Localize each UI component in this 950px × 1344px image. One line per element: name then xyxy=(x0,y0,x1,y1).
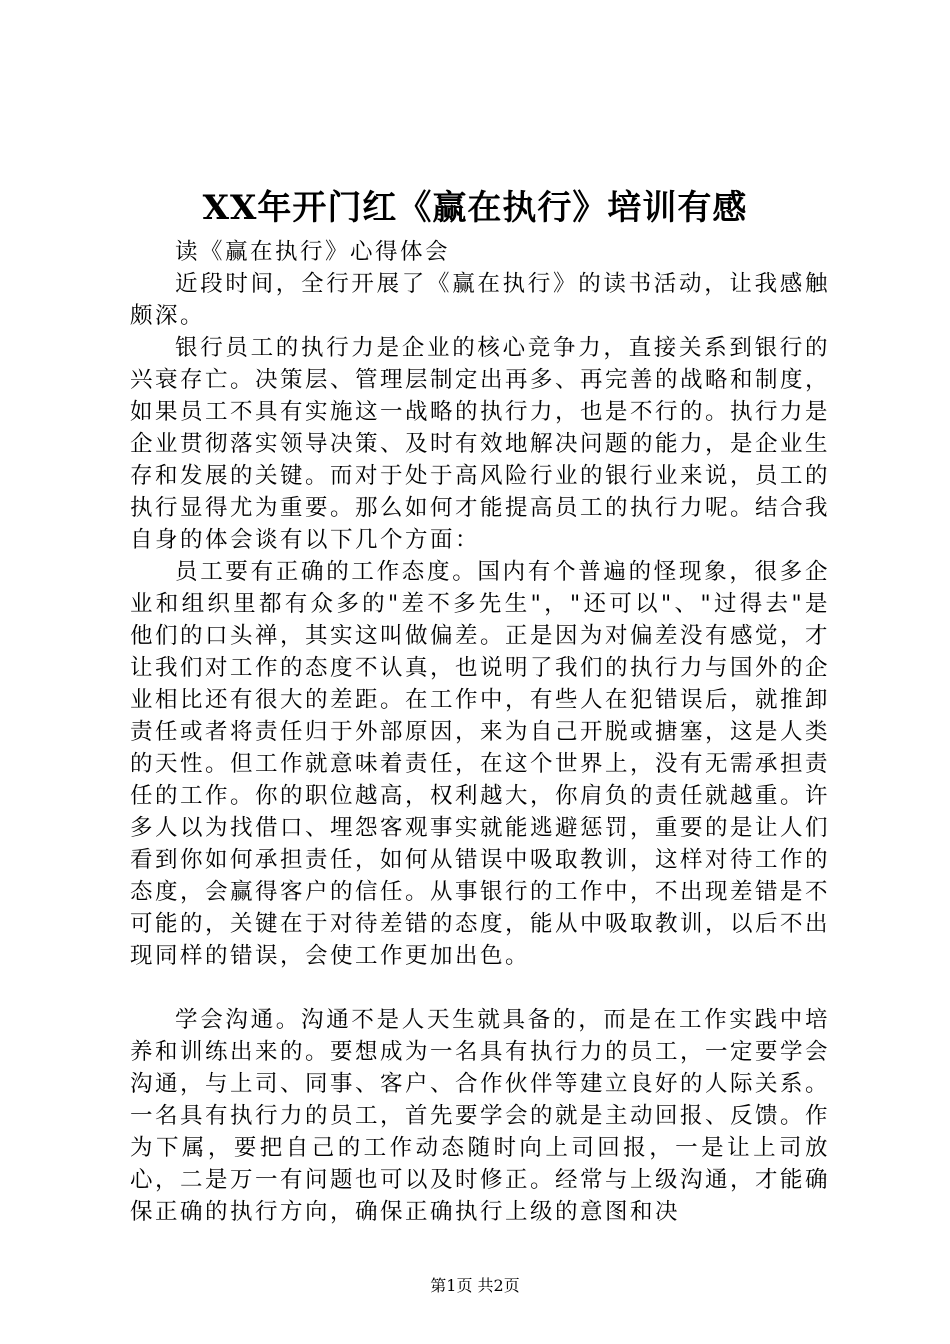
body-paragraph: 学会沟通。沟通不是人天生就具备的，而是在工作实践中培养和训练出来的。要想成为一名具有执行力的员工，一定要学会沟通，与上司、同事、客户、合作伙伴等建立良好的人际关系。一名具有执行力的员工，首先要学会的就是主动回报、反馈。作为下属，要把自己的工作动态随时向上司回报，一是让上司放心，二是万一有问题也可以及时修正。经常与上级沟通，才能确保正确的执行方向，确保正确执行上级的意图和决 xyxy=(130,1007,831,1225)
body-paragraph: 员工要有正确的工作态度。国内有个普遍的怪现象，很多企业和组织里都有众多的"差不多先生"，"还可以"、"过得去"是他们的口头禅，其实这叫做偏差。正是因为对偏差没有感觉，才让我们对工作的态度不认真，也说明了我们的执行力与国外的企业相比还有很大的差距。在工作中，有些人在犯错误后，就推卸责任或者将责任归于外部原因，来为自己开脱或搪塞，这是人类的天性。但工作就意味着责任，在这个世界上，没有无需承担责任的工作。你的职位越高，权利越大，你肩负的责任就越重。许多人以为找借口、埋怨客观事实就能逃避惩罚，重要的是让人们看到你如何承担责任，如何从错误中吸取教训，这样对待工作的态度，会赢得客户的信任。从事银行的工作中，不出现差错是不可能的，关键在于对待差错的态度，能从中吸取教训，以后不出现同样的错误，会使工作更加出色。 xyxy=(130,559,831,969)
document-title: XX年开门红《赢在执行》培训有感 xyxy=(202,188,748,228)
body-paragraph: 银行员工的执行力是企业的核心竞争力，直接关系到银行的兴衰存亡。决策层、管理层制定出再多、再完善的战略和制度，如果员工不具有实施这一战略的执行力，也是不行的。执行力是企业贯彻落实领导决策、及时有效地解决问题的能力，是企业生存和发展的关键。而对于处于高风险行业的银行业来说，员工的执行显得尤为重要。那么如何才能提高员工的执行力呢。结合我自身的体会谈有以下几个方面： xyxy=(130,335,831,553)
page-number-footer: 第1页 共2页 xyxy=(430,1276,520,1295)
document-body xyxy=(130,236,830,1228)
body-paragraph: 近段时间，全行开展了《赢在执行》的读书活动，让我感触颇深。 xyxy=(130,271,830,329)
subtitle-paragraph: 读《赢在执行》心得体会 xyxy=(175,239,451,265)
